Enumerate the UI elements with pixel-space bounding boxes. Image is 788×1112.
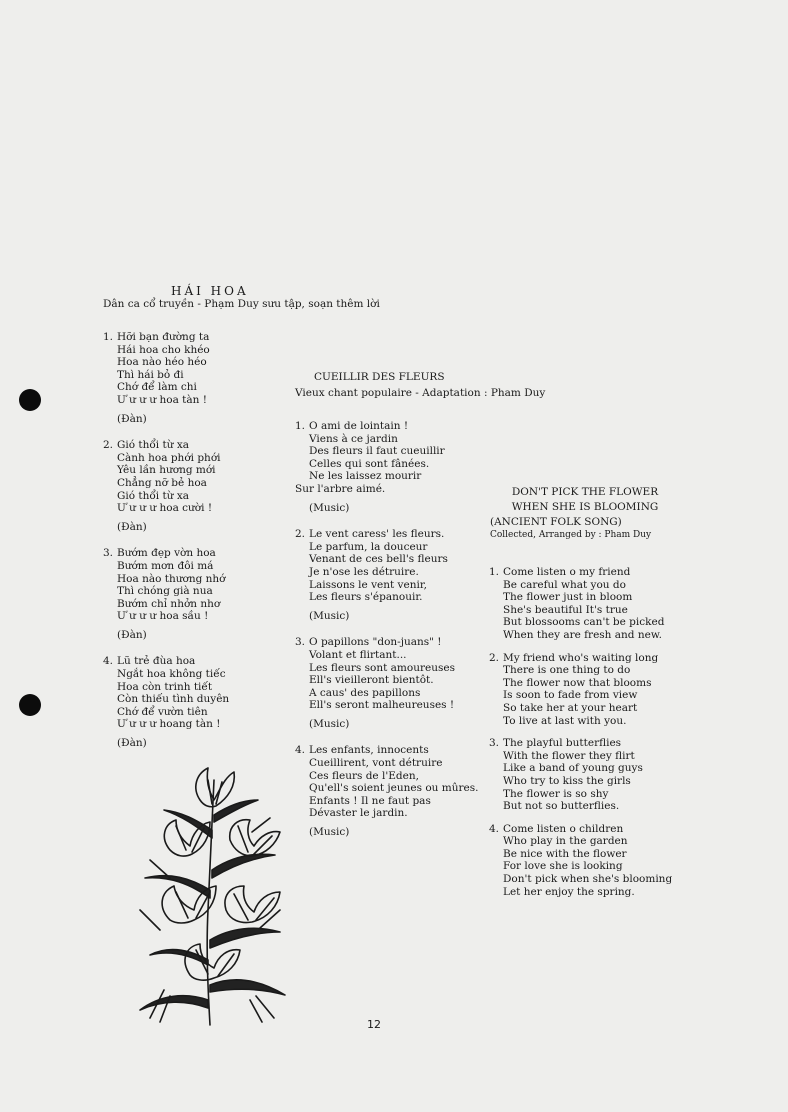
lyric-line: Ne les laissez mourir <box>309 470 422 483</box>
vietnamese-verse-1 <box>103 331 293 425</box>
verse-number: 2. <box>103 439 114 452</box>
french-verse-3 <box>295 636 495 730</box>
lyric-line: Chớ để vườn tiên <box>117 705 208 718</box>
lyric-line: Who play in the garden <box>503 835 628 848</box>
lyric-line: Le vent caress' les fleurs. <box>309 528 445 541</box>
lyric-line: O ami de lointain ! <box>309 420 409 432</box>
lyric-line: Thì hái bỏ đi <box>117 368 184 381</box>
lyric-line: Yêu lần hương mới <box>117 464 216 477</box>
lyric-line: Gió thổi từ xa <box>117 439 190 452</box>
french-subtitle: Vieux chant populaire - Adaptation : Pham Duy <box>295 387 546 399</box>
verse-number: 4. <box>489 822 500 835</box>
lyric-line: Who try to kiss the girls <box>503 774 631 787</box>
lyric-line: Sur l'arbre aimé. <box>295 482 386 495</box>
lyric-line: O papillons "don-juans" ! <box>309 636 442 649</box>
lyric-line: Be nice with the flower <box>503 847 627 860</box>
lyric-line: The flower is so shy <box>503 787 609 800</box>
lyric-line: Cueillirent, vont détruire <box>309 757 443 770</box>
refrain-label: (Đàn) <box>117 520 147 533</box>
english-lyrics <box>489 566 689 908</box>
lily-illustration <box>130 760 290 1030</box>
vietnamese-lyrics <box>103 331 293 764</box>
lyric-line: Is soon to fade from view <box>503 689 638 702</box>
lyric-line: Venant de ces bell's fleurs <box>309 553 448 566</box>
lyric-line: Like a band of young guys <box>503 762 643 775</box>
page-number: 12 <box>367 1018 381 1031</box>
english-verse-2 <box>489 652 689 728</box>
english-verse-1 <box>489 566 689 642</box>
english-title-line-2: WHEN SHE IS BLOOMING <box>511 501 659 513</box>
lyric-line: The playful butterflies <box>503 737 622 750</box>
lyric-line: To live at last with you. <box>503 714 627 727</box>
verse-number: 2. <box>295 528 306 541</box>
verse-number: 4. <box>295 744 306 757</box>
lyric-line: But not so butterflies. <box>503 800 620 813</box>
verse-number: 3. <box>295 636 306 649</box>
vietnamese-subtitle: Dân ca cổ truyền - Phạm Duy sưu tập, soạn thêm lời <box>103 298 380 310</box>
lyric-line: Don't pick when she's blooming <box>503 873 673 886</box>
verse-number: 3. <box>103 547 114 560</box>
lyric-line: Cành hoa phới phới <box>117 451 221 464</box>
lyric-line: Volant et flirtant... <box>309 648 407 661</box>
lyric-line: Je n'ose les détruire. <box>309 565 419 578</box>
verse-number: 4. <box>103 655 114 668</box>
lyric-line: Bướm đẹp vờn hoa <box>117 547 216 560</box>
french-title: CUEILLIR DES FLEURS <box>314 371 445 383</box>
verse-number: 3. <box>489 737 500 750</box>
lyric-line: Ces fleurs de l'Eden, <box>309 769 419 782</box>
lyric-line: Hoa còn trinh tiết <box>117 680 213 693</box>
french-verse-2 <box>295 528 495 622</box>
lyric-line: Ell's vieilleront bientôt. <box>309 674 434 687</box>
lyric-line: Les enfants, innocents <box>309 744 429 757</box>
verse-number: 1. <box>103 331 114 343</box>
refrain-label: (Music) <box>309 717 350 730</box>
lyric-line: Celles qui sont fânées. <box>309 457 430 470</box>
binder-hole-top <box>19 389 41 411</box>
lyric-line: The flower just in bloom <box>503 591 633 604</box>
lyric-line: With the flower they flirt <box>503 749 635 762</box>
lyric-line: Ư ư ư ư hoa cười ! <box>117 502 213 515</box>
lyric-line: Come listen o children <box>503 822 624 835</box>
lyric-line: Des fleurs il faut cueuillir <box>309 445 445 458</box>
refrain-label: (Đàn) <box>117 628 147 641</box>
refrain-label: (Đàn) <box>117 412 147 425</box>
lyric-line: Hoa nào héo héo <box>117 356 207 369</box>
english-title-line-3: (ANCIENT FOLK SONG) <box>490 516 622 528</box>
lyric-line: Thì chóng già nua <box>117 585 213 598</box>
lyric-line: Ư ư ư ư hoa tàn ! <box>117 393 207 406</box>
lyric-line: There is one thing to do <box>503 664 631 677</box>
lyric-line: Les fleurs sont amoureuses <box>309 661 455 674</box>
lyric-line: Laissons le vent venir, <box>309 578 428 591</box>
verse-number: 2. <box>489 651 500 664</box>
vietnamese-title: HÁI HOA <box>171 284 249 298</box>
lyric-line: Bướm mơn đôi má <box>117 559 214 572</box>
lyric-line: So take her at your heart <box>503 701 638 714</box>
lyric-line: Còn thiếu tình duyên <box>117 693 230 706</box>
verse-number: 1. <box>489 566 500 578</box>
lyric-line: A caus' des papillons <box>309 686 421 699</box>
lyric-line: Le parfum, la douceur <box>309 540 428 553</box>
refrain-label: (Đàn) <box>117 737 147 750</box>
lyric-line: My friend who's waiting long <box>503 651 659 664</box>
lyric-line: Chớ để làm chi <box>117 381 197 394</box>
french-lyrics <box>295 420 495 853</box>
lyric-line: She's beautiful It's true <box>503 603 628 616</box>
lyric-line: The flower now that blooms <box>503 676 652 689</box>
english-verse-4 <box>489 823 689 899</box>
lyric-line: Come listen o my friend <box>503 566 631 578</box>
lyric-line: When they are fresh and new. <box>503 628 662 641</box>
lyric-line: Hái hoa cho khéo <box>117 343 210 356</box>
lyric-line: Gió thổi từ xa <box>117 489 190 502</box>
refrain-label: (Music) <box>309 501 350 514</box>
lyric-line: Chẳng nỡ bẻ hoa <box>117 476 207 489</box>
vietnamese-verse-2 <box>103 439 293 533</box>
english-subtitle: Collected, Arranged by : Pham Duy <box>490 530 652 540</box>
lyric-line: Les fleurs s'épanouir. <box>309 591 423 604</box>
lyric-line: Be careful what you do <box>503 578 626 591</box>
vietnamese-verse-4 <box>103 655 293 749</box>
lyric-line: For love she is looking <box>503 860 623 873</box>
lyric-line: Ư ư ư ư hoang tàn ! <box>117 718 221 731</box>
english-title-line-1: DON'T PICK THE FLOWER <box>511 486 659 498</box>
lyric-line: Ngắt hoa không tiếc <box>117 668 226 681</box>
lyric-line: Qu'ell's soient jeunes ou mûres. <box>309 782 479 795</box>
lyric-line: Let her enjoy the spring. <box>503 885 635 898</box>
english-verse-3 <box>489 737 689 813</box>
lyric-line: Hoa nào thương nhớ <box>117 572 226 585</box>
lyric-line: Bướm chỉ nhởn nhơ <box>117 597 221 610</box>
lyric-line: Viens à ce jardin <box>309 432 398 445</box>
lyric-line: But blossooms can't be picked <box>503 616 665 629</box>
french-verse-4 <box>295 744 495 838</box>
french-verse-1 <box>295 420 495 514</box>
lyric-line: Ell's seront malheureuses ! <box>309 699 455 712</box>
lyric-line: Enfants ! Il ne faut pas <box>309 794 431 807</box>
lyric-line: Dévaster le jardin. <box>309 807 408 820</box>
lyric-line: Hỡi bạn đường ta <box>117 331 210 343</box>
vietnamese-verse-3 <box>103 547 293 641</box>
verse-number: 1. <box>295 420 306 432</box>
refrain-label: (Music) <box>309 609 350 622</box>
binder-hole-bottom <box>19 694 41 716</box>
lyric-line: Lũ trẻ đùa hoa <box>117 655 196 668</box>
lyric-line: Ư ư ư ư hoa sầu ! <box>117 610 209 623</box>
refrain-label: (Music) <box>309 826 350 839</box>
